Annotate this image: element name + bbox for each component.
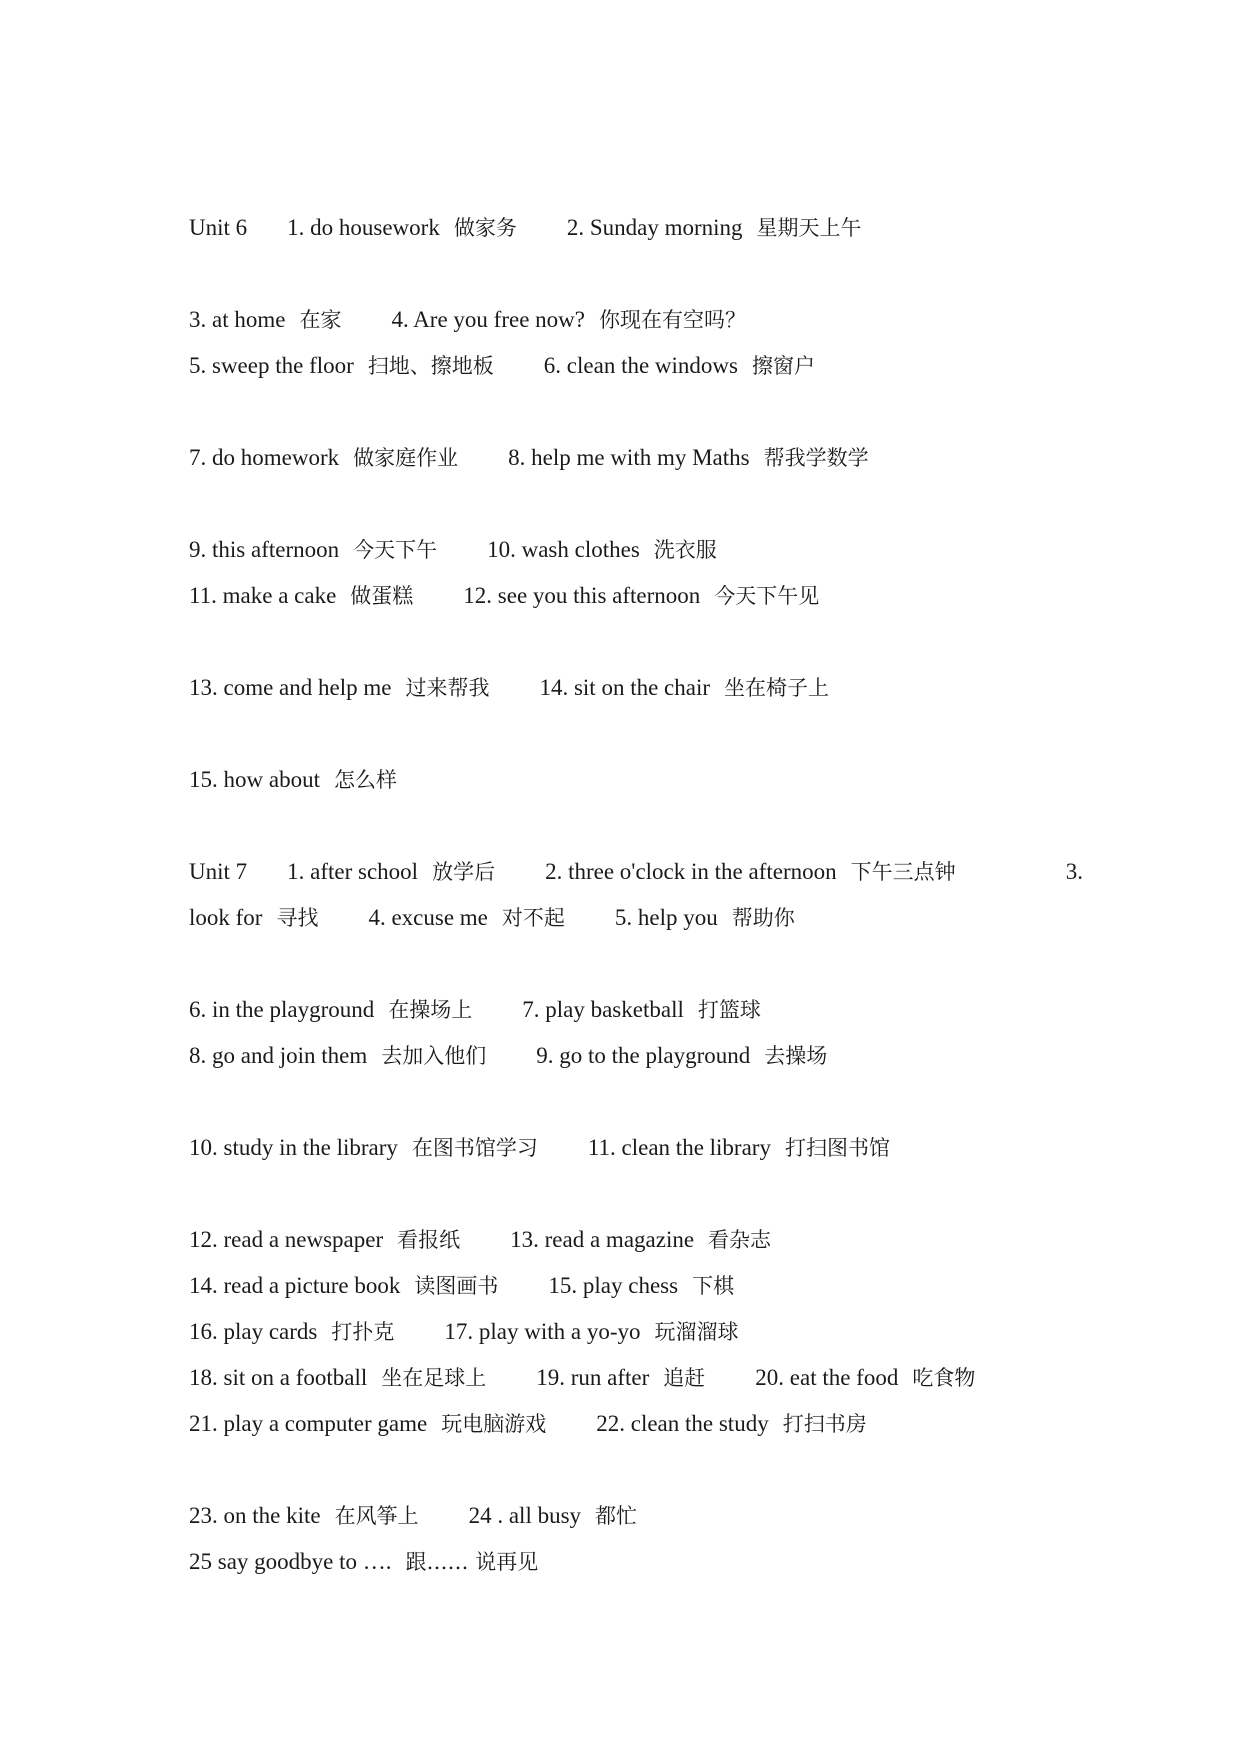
vocab-line bbox=[189, 665, 1089, 711]
phrase-chinese: 吃食物 bbox=[912, 1366, 976, 1390]
phrase-chinese: 做蛋糕 bbox=[350, 584, 414, 608]
phrase-chinese: 打扫书房 bbox=[782, 1412, 867, 1436]
phrase-english: 12. see you this afternoon bbox=[463, 583, 701, 608]
phrase-english: 24 . all busy bbox=[468, 1503, 582, 1528]
phrase-english: 3. bbox=[1065, 859, 1083, 884]
phrase-chinese: 打扫图书馆 bbox=[784, 1136, 890, 1160]
phrase-english: 8. go and join them bbox=[189, 1043, 368, 1068]
phrase-english: 9. this afternoon bbox=[189, 537, 340, 562]
phrase-english: 15. how about bbox=[189, 767, 320, 792]
phrase-english: 5. help you bbox=[614, 905, 718, 930]
phrase-chinese: 对不起 bbox=[501, 906, 565, 930]
phrase-chinese: 放学后 bbox=[432, 860, 496, 884]
phrase-chinese: 在图书馆学习 bbox=[411, 1136, 538, 1160]
phrase-chinese: 今天下午见 bbox=[714, 584, 820, 608]
phrase-chinese: 今天下午 bbox=[353, 538, 438, 562]
paragraph bbox=[189, 757, 1089, 803]
unit-label: Unit 6 bbox=[189, 215, 248, 240]
phrase-chinese: 寻找 bbox=[276, 906, 319, 930]
vocab-item bbox=[548, 1263, 734, 1309]
phrase-chinese: 在风筝上 bbox=[334, 1504, 419, 1528]
vocab-item bbox=[189, 435, 458, 481]
vocab-item bbox=[368, 895, 564, 941]
vocab-item bbox=[539, 665, 829, 711]
phrase-english: 14. sit on the chair bbox=[539, 675, 711, 700]
phrase-chinese: 在家 bbox=[299, 308, 342, 332]
phrase-english: 4. Are you free now? bbox=[391, 307, 585, 332]
vocab-item bbox=[391, 297, 746, 343]
vocabulary-document bbox=[189, 205, 1089, 1631]
phrase-english: 16. play cards bbox=[189, 1319, 318, 1344]
phrase-english: 8. help me with my Maths bbox=[508, 445, 750, 470]
phrase-chinese: 坐在椅子上 bbox=[724, 676, 830, 700]
paragraph bbox=[189, 205, 1089, 251]
phrase-english: 23. on the kite bbox=[189, 1503, 321, 1528]
vocab-item bbox=[615, 895, 795, 941]
paragraph bbox=[189, 665, 1089, 711]
vocab-item bbox=[596, 1401, 866, 1447]
phrase-english: 17. play with a yo-yo bbox=[444, 1319, 641, 1344]
phrase-chinese: 怎么样 bbox=[333, 768, 397, 792]
vocab-item bbox=[755, 1355, 975, 1401]
vocab-item bbox=[544, 343, 815, 389]
vocab-item bbox=[189, 895, 318, 941]
vocab-item bbox=[287, 205, 517, 251]
vocab-item bbox=[189, 1309, 394, 1355]
phrase-chinese: 做家务 bbox=[453, 216, 517, 240]
vocab-line bbox=[189, 895, 1089, 941]
phrase-chinese: 看报纸 bbox=[397, 1228, 461, 1252]
phrase-english: 2. Sunday morning bbox=[566, 215, 743, 240]
phrase-chinese: 去加入他们 bbox=[381, 1044, 487, 1068]
vocab-line bbox=[189, 527, 1089, 573]
vocab-item bbox=[508, 435, 868, 481]
phrase-english: 7. play basketball bbox=[522, 997, 684, 1022]
paragraph bbox=[189, 297, 1089, 389]
phrase-english: 9. go to the playground bbox=[536, 1043, 751, 1068]
vocab-line bbox=[189, 1033, 1089, 1079]
phrase-chinese: 跟…… 说再见 bbox=[405, 1550, 539, 1574]
phrase-english: 12. read a newspaper bbox=[189, 1227, 384, 1252]
phrase-chinese: 你现在有空吗？ bbox=[598, 308, 746, 332]
vocab-item bbox=[189, 1355, 486, 1401]
paragraph bbox=[189, 435, 1089, 481]
phrase-english: 11. make a cake bbox=[189, 583, 337, 608]
vocab-item bbox=[189, 1217, 460, 1263]
vocab-line bbox=[189, 1309, 1089, 1355]
vocab-item bbox=[522, 987, 761, 1033]
vocab-item bbox=[189, 297, 341, 343]
phrase-english: 10. wash clothes bbox=[487, 537, 640, 562]
vocab-line bbox=[189, 1263, 1089, 1309]
phrase-english: 1. do housework bbox=[287, 215, 440, 240]
phrase-chinese: 过来帮我 bbox=[405, 676, 490, 700]
vocab-item bbox=[567, 205, 862, 251]
phrase-chinese: 扫地、擦地板 bbox=[367, 354, 494, 378]
phrase-english: 7. do homework bbox=[189, 445, 340, 470]
phrase-chinese: 看杂志 bbox=[708, 1228, 772, 1252]
vocab-line bbox=[189, 1355, 1089, 1401]
vocab-item bbox=[510, 1217, 771, 1263]
vocab-item bbox=[189, 757, 397, 803]
vocab-line bbox=[189, 1539, 1089, 1585]
paragraph bbox=[189, 987, 1089, 1079]
phrase-english: 11. clean the library bbox=[587, 1135, 771, 1160]
vocab-item bbox=[287, 849, 495, 895]
vocab-item bbox=[189, 1493, 419, 1539]
phrase-english: 3. at home bbox=[189, 307, 286, 332]
phrase-chinese: 坐在足球上 bbox=[381, 1366, 487, 1390]
vocab-line bbox=[189, 757, 1089, 803]
phrase-chinese: 玩溜溜球 bbox=[654, 1320, 739, 1344]
vocab-item bbox=[189, 987, 472, 1033]
vocab-line bbox=[189, 1401, 1089, 1447]
phrase-chinese: 打扑克 bbox=[331, 1320, 395, 1344]
phrase-english: 13. come and help me bbox=[189, 675, 392, 700]
phrase-english: 13. read a magazine bbox=[510, 1227, 695, 1252]
vocab-item bbox=[189, 1539, 538, 1585]
vocab-line bbox=[189, 297, 1089, 343]
vocab-item bbox=[189, 665, 489, 711]
vocab-item bbox=[189, 343, 494, 389]
vocab-line bbox=[189, 1125, 1089, 1171]
phrase-chinese: 帮助你 bbox=[731, 906, 795, 930]
paragraph bbox=[189, 1493, 1089, 1585]
vocab-item bbox=[189, 573, 413, 619]
phrase-english: 5. sweep the floor bbox=[189, 353, 354, 378]
vocab-item bbox=[189, 1401, 546, 1447]
phrase-chinese: 玩电脑游戏 bbox=[441, 1412, 547, 1436]
vocab-item bbox=[536, 1033, 827, 1079]
phrase-chinese: 做家庭作业 bbox=[353, 446, 459, 470]
phrase-english: 18. sit on a football bbox=[189, 1365, 368, 1390]
phrase-english: 6. in the playground bbox=[189, 997, 375, 1022]
phrase-chinese: 擦窗户 bbox=[751, 354, 815, 378]
unit-label: Unit 7 bbox=[189, 859, 248, 884]
phrase-english: 14. read a picture book bbox=[189, 1273, 401, 1298]
vocab-line bbox=[189, 205, 1089, 251]
phrase-english: 19. run after bbox=[536, 1365, 650, 1390]
vocab-item bbox=[469, 1493, 637, 1539]
vocab-item bbox=[463, 573, 819, 619]
phrase-english: 25 say goodbye to …. bbox=[189, 1549, 392, 1574]
vocab-item bbox=[487, 527, 717, 573]
vocab-item bbox=[444, 1309, 738, 1355]
vocab-item bbox=[189, 527, 437, 573]
phrase-chinese: 星期天上午 bbox=[756, 216, 862, 240]
phrase-english: 4. excuse me bbox=[368, 905, 488, 930]
phrase-english: 2. three o'clock in the afternoon bbox=[545, 859, 837, 884]
vocab-line bbox=[189, 987, 1089, 1033]
phrase-chinese: 去操场 bbox=[764, 1044, 828, 1068]
phrase-chinese: 下棋 bbox=[692, 1274, 735, 1298]
vocab-line bbox=[189, 573, 1089, 619]
phrase-english: 21. play a computer game bbox=[189, 1411, 428, 1436]
phrase-english: 10. study in the library bbox=[189, 1135, 398, 1160]
phrase-chinese: 洗衣服 bbox=[653, 538, 717, 562]
vocab-line bbox=[189, 1493, 1089, 1539]
phrase-chinese: 帮我学数学 bbox=[763, 446, 869, 470]
vocab-item bbox=[588, 1125, 890, 1171]
phrase-english: 15. play chess bbox=[548, 1273, 679, 1298]
vocab-line bbox=[189, 849, 1083, 895]
phrase-chinese: 读图画书 bbox=[414, 1274, 499, 1298]
vocab-item bbox=[189, 1263, 498, 1309]
paragraph bbox=[189, 1125, 1089, 1171]
phrase-english: 1. after school bbox=[287, 859, 419, 884]
phrase-chinese: 追赶 bbox=[663, 1366, 706, 1390]
vocab-item bbox=[536, 1355, 705, 1401]
phrase-chinese: 下午三点钟 bbox=[850, 860, 956, 884]
vocab-item bbox=[1066, 849, 1083, 895]
phrase-chinese: 打篮球 bbox=[697, 998, 761, 1022]
vocab-line bbox=[189, 435, 1089, 481]
vocab-line bbox=[189, 343, 1089, 389]
paragraph bbox=[189, 527, 1089, 619]
phrase-english: 22. clean the study bbox=[596, 1411, 769, 1436]
phrase-english: 6. clean the windows bbox=[543, 353, 738, 378]
phrase-english: look for bbox=[189, 905, 263, 930]
vocab-item bbox=[545, 849, 956, 895]
vocab-line bbox=[189, 1217, 1089, 1263]
paragraph bbox=[189, 849, 1089, 941]
phrase-chinese: 都忙 bbox=[595, 1504, 638, 1528]
vocab-item bbox=[189, 1033, 486, 1079]
paragraph bbox=[189, 1217, 1089, 1447]
phrase-english: 20. eat the food bbox=[755, 1365, 899, 1390]
vocab-item bbox=[189, 1125, 538, 1171]
phrase-chinese: 在操场上 bbox=[388, 998, 473, 1022]
